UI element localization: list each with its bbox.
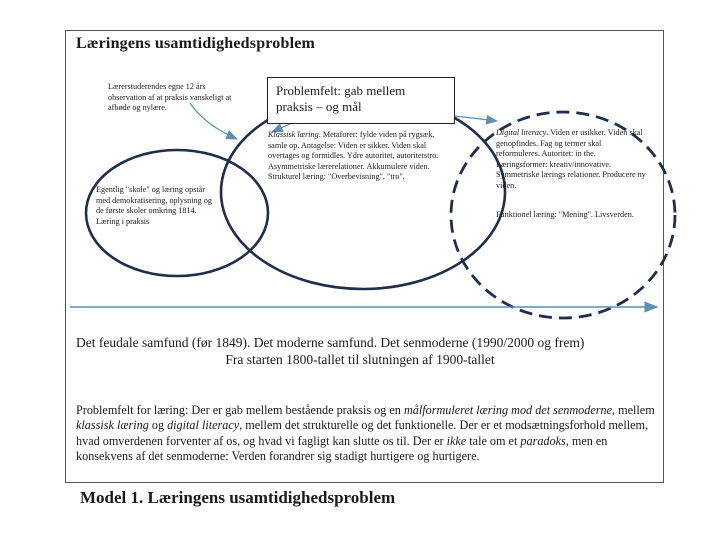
problem-text-3: og (148, 418, 168, 433)
observation-note: Lærerstuderendes egne 12 års observation af at praksis vanskeligt at afbøde og nylære. (108, 82, 232, 113)
problem-emphasis-5: paradoks (520, 433, 566, 448)
modern-circle-text (268, 130, 453, 183)
problem-text-1: Problemfelt for læring: Der er gab mellem bestående praksis og en (76, 403, 404, 417)
diagram-title: Læringens usamtidighedsproblem (76, 35, 316, 52)
problemfelt-line-2: praksis – og mål (276, 99, 362, 114)
problem-paragraph (76, 403, 658, 465)
problem-emphasis-4: ikke (446, 433, 467, 448)
eras-line: Det feudale samfund (før 1849). Det moderne samfund. Det senmoderne (1990/2000 og frem) (76, 335, 585, 350)
classical-learning-label: Klassisk læring (268, 130, 319, 139)
problem-text-2: , mellem (612, 403, 655, 417)
functional-learning-text: Funktionel læring: "Mening". Livsverden. (496, 210, 634, 219)
feudal-circle-text: Egentlig "skole" og læring opstår med demokratisering, oplysning og de første skoler omkring 1814. Læring i praksis (96, 185, 212, 226)
problemfelt-box (267, 77, 455, 124)
problem-text-5: tale om et (466, 433, 521, 448)
late-modern-circle-text (496, 128, 646, 192)
classical-learning-description: . Metaforer: fylde viden på rygsæk, samle op. Antagelse: Viden er sikker. Viden skal overtages og formidles. Ydre autoritet, autoritetstro. Asymmetriske lærerelationer. Akkumulere viden. Strukturel læring: "Overbevisning", "tro". (268, 130, 439, 182)
box-to-right-arrow (455, 116, 497, 121)
digital-literacy-description: . Viden er usikker. Viden skal genopfindes. Fag og termer skal reformuleres. Autoritet: in the. Læringsformer: kreativ/innovative. Symmetriske lærings relationer. Producere ny viden. (496, 128, 646, 190)
figure-caption: Model 1. Læringens usamtidighedsproblem (80, 488, 396, 507)
problem-emphasis-1: målformuleret læring mod det senmoderne (403, 403, 613, 417)
problem-text-6: , men en konsekvens af det senmoderne: Verden forandrer sig stadigt hurtigere og hurtigere. (76, 433, 608, 464)
digital-literacy-label: Digital literacy (496, 128, 547, 137)
problem-text-4: , mellem det strukturelle og det funktionelle. Der er et modsætningsforhold mellem, hvad omverdenen forventer af os, og hvad vi fagligt kan slutte os til. Der er (76, 418, 649, 448)
problem-emphasis-2: klassisk læring (76, 418, 149, 433)
eras-subline: Fra starten 1800-tallet til slutningen af 1900-tallet (225, 352, 495, 367)
problem-emphasis-3: digital literacy (167, 418, 240, 433)
problemfelt-line-1: Problemfelt: gab mellem (276, 83, 406, 98)
